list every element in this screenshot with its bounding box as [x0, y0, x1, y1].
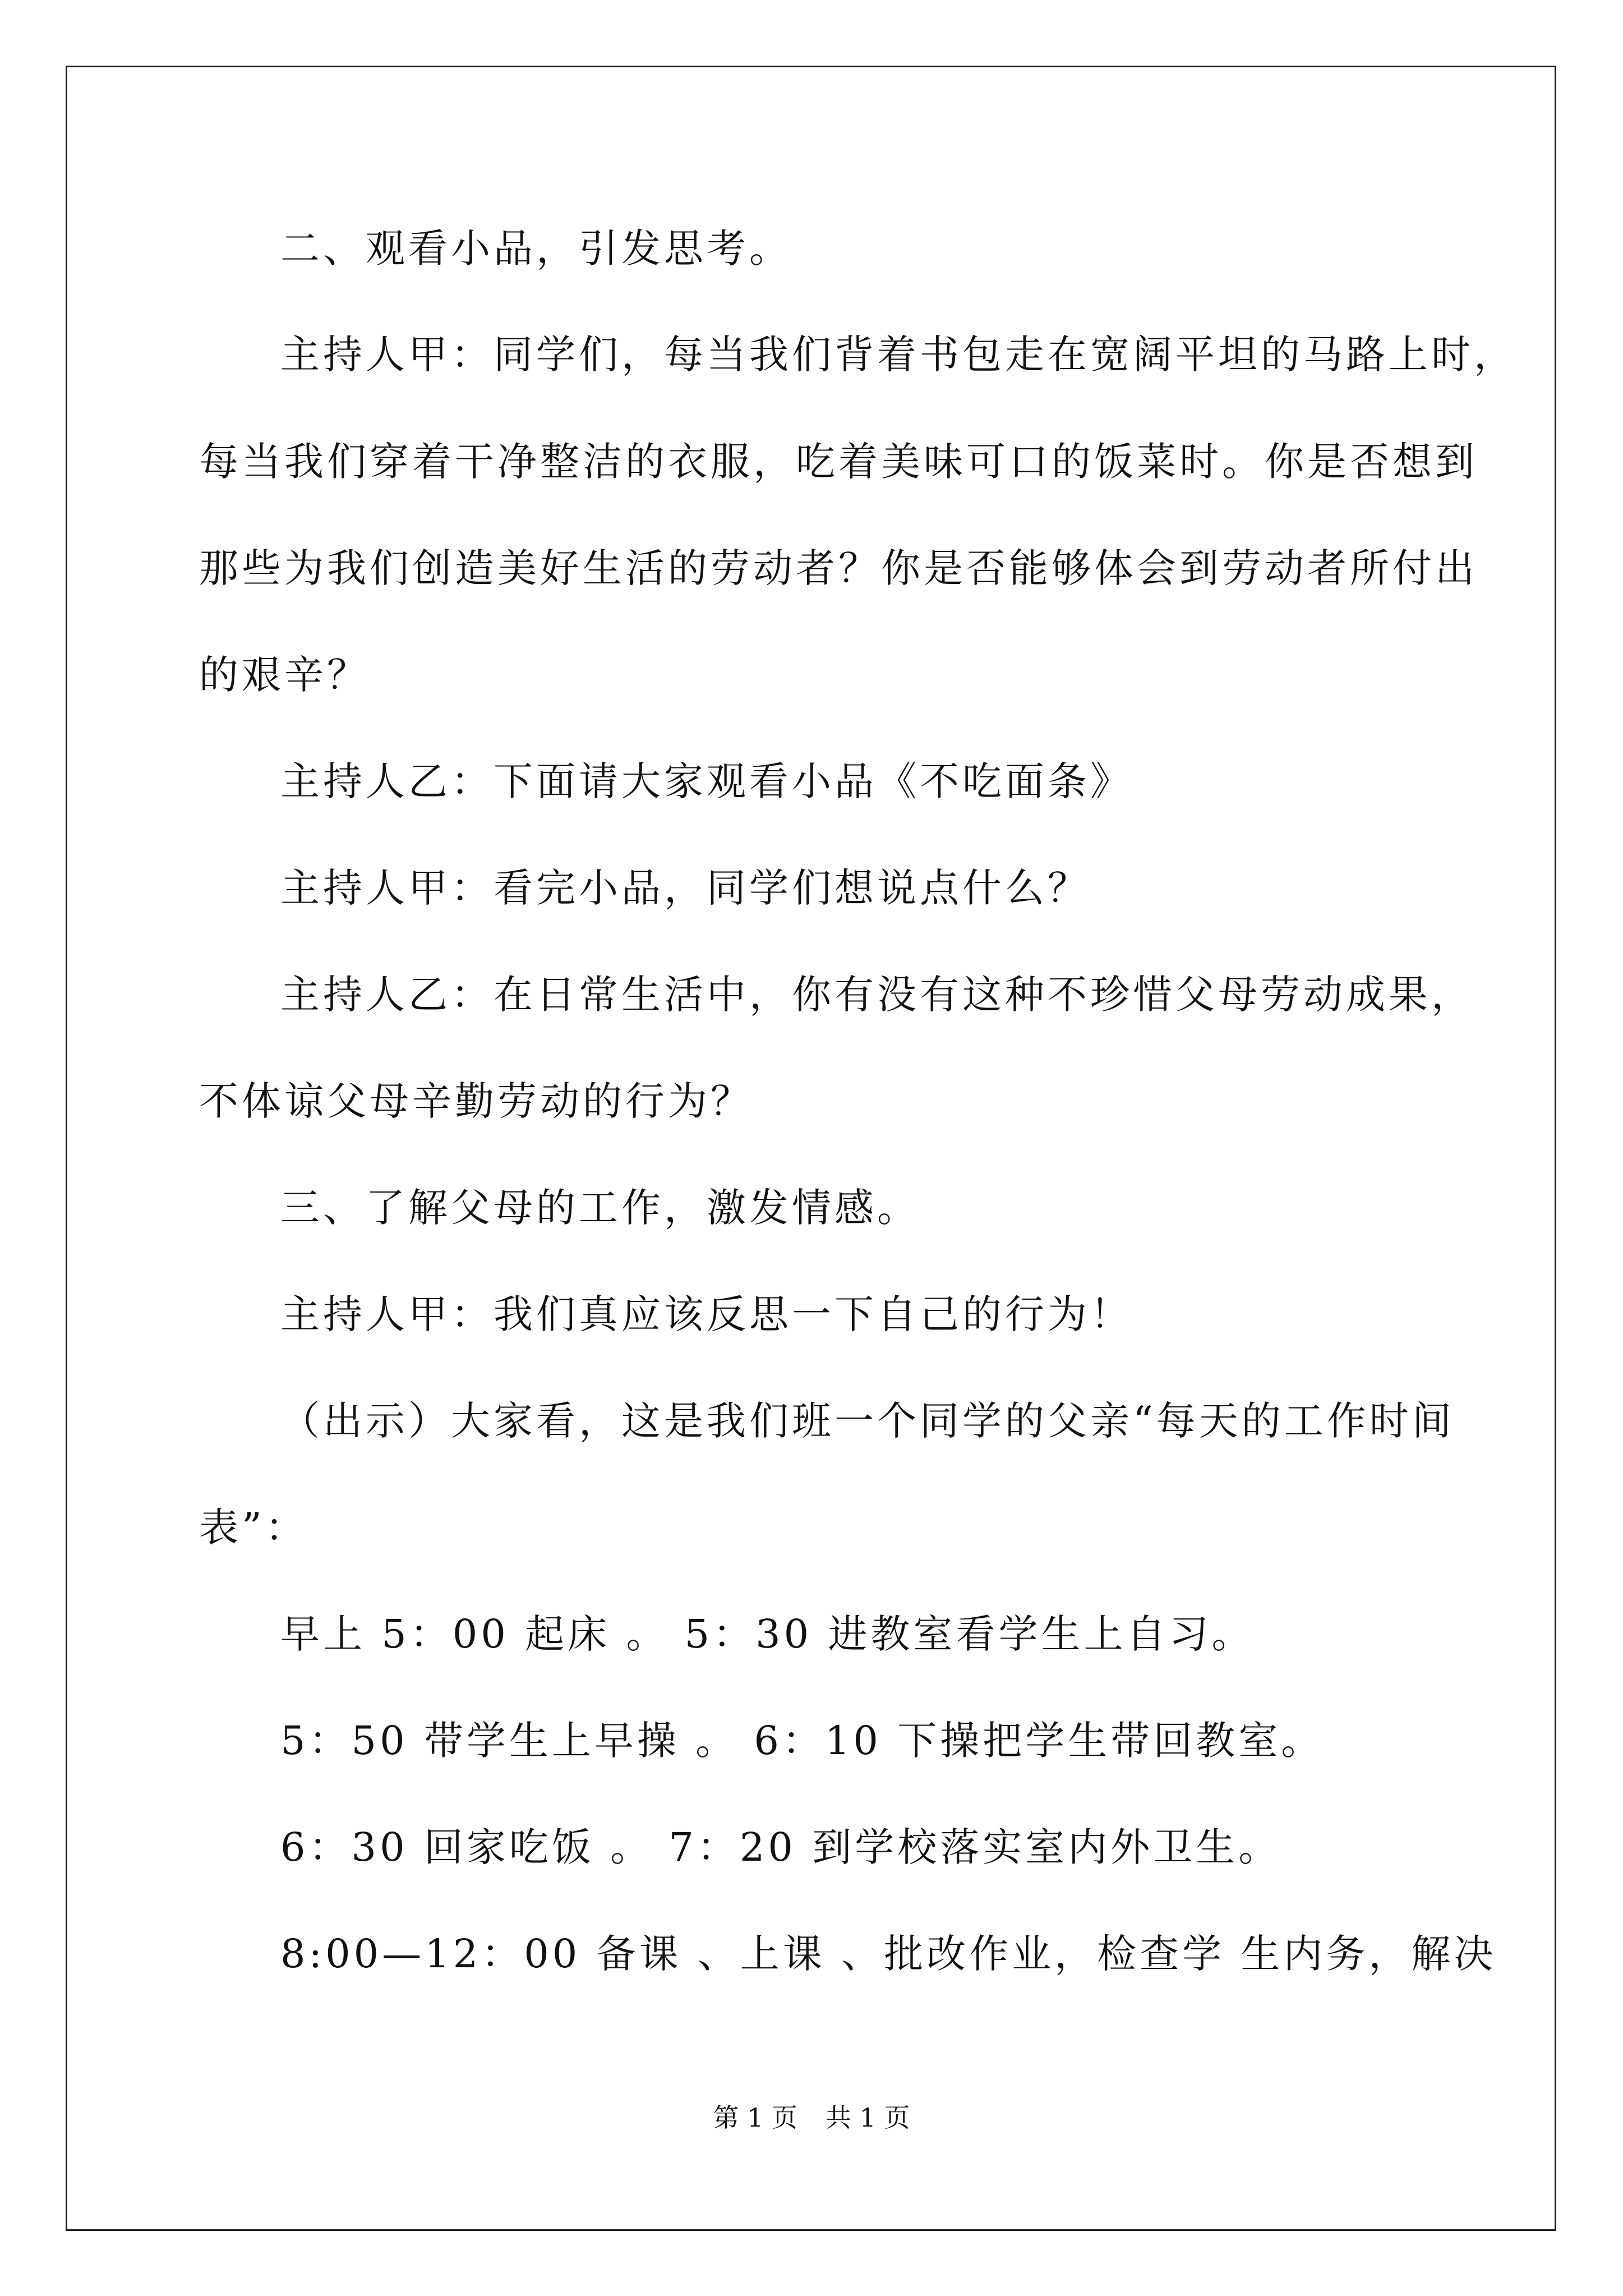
paragraph-line: 主持人甲：我们真应该反思一下自己的行为！: [280, 1291, 1133, 1337]
section-heading: 二、观看小品，引发思考。: [280, 226, 792, 272]
paragraph-line: 主持人乙：下面请大家观看小品《不吃面条》: [280, 758, 1133, 804]
schedule-line: 5：50 带学生上早操 。 6：10 下操把学生带回教室。: [280, 1718, 1324, 1764]
paragraph-line: 表”：: [199, 1504, 308, 1550]
schedule-line: 8:00—12：00 备课 、上课 、批改作业，检查学 生内务，解决: [280, 1931, 1497, 1977]
page-footer: [0, 2101, 1623, 2134]
paragraph-line: 那些为我们创造美好生活的劳动者？你是否能够体会到劳动者所付出: [199, 545, 1478, 591]
paragraph-line: 主持人乙：在日常生活中，你有没有这种不珍惜父母劳动成果，: [280, 972, 1474, 1018]
section-heading: 三、了解父母的工作，激发情感。: [280, 1185, 920, 1231]
paragraph-line: 每当我们穿着干净整洁的衣服，吃着美味可口的饭菜时。你是否想到: [199, 439, 1478, 485]
page-number: 第 1 页: [713, 2102, 797, 2133]
page-total: 共 1 页: [826, 2102, 910, 2133]
page-border: [66, 66, 1556, 2231]
paragraph-line: 主持人甲：同学们，每当我们背着书包走在宽阔平坦的马路上时，: [280, 332, 1516, 378]
schedule-line: 早上 5：00 起床 。 5：30 进教室看学生上自习。: [280, 1611, 1255, 1657]
paragraph-line: （出示）大家看，这是我们班一个同学的父亲“每天的工作时间: [280, 1398, 1455, 1444]
paragraph-line: 不体谅父母辛勤劳动的行为？: [199, 1078, 753, 1124]
schedule-line: 6：30 回家吃饭 。 7：20 到学校落实室内外卫生。: [280, 1824, 1281, 1870]
paragraph-line: 的艰辛？: [199, 652, 370, 698]
paragraph-line: 主持人甲：看完小品，同学们想说点什么？: [280, 865, 1090, 911]
